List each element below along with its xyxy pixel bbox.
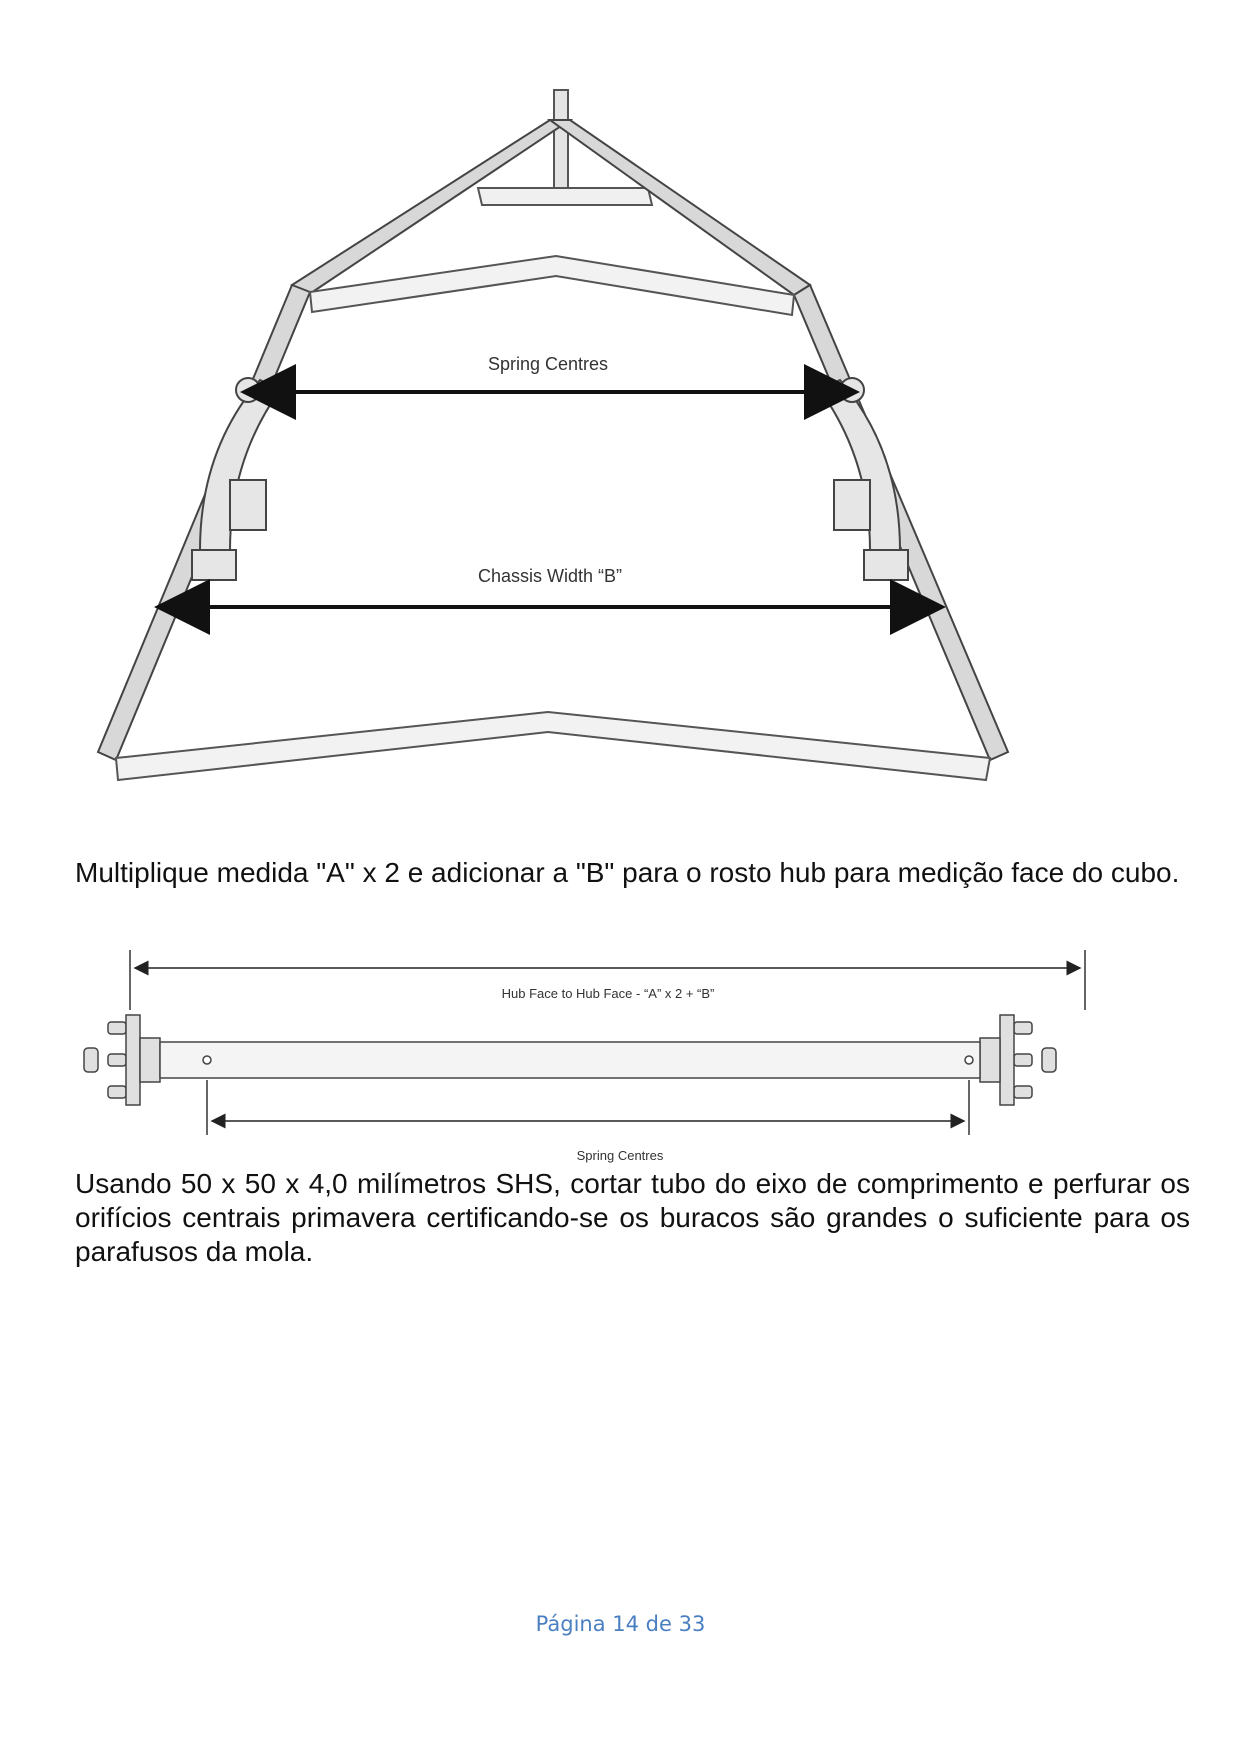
leaf-spring-left [192, 378, 280, 580]
hub-face-label: Hub Face to Hub Face - “A” x 2 + “B” [501, 986, 715, 1001]
hub-right [980, 1015, 1056, 1105]
chassis-width-label: Chassis Width “B” [477, 566, 623, 586]
chassis-frame-diagram [80, 80, 1020, 840]
spring-hole-right [965, 1056, 973, 1064]
leaf-spring-right [820, 378, 908, 580]
axle-tube [160, 1042, 980, 1078]
instruction-paragraph-2: Usando 50 x 50 x 4,0 milímetros SHS, cortar tubo do eixo de comprimento e perfurar os orifícios centrais primavera certificando-se os buracos são grandes o suficiente para os parafusos da mola. [75, 1168, 1190, 1267]
page-footer: Página 14 de 33 [535, 1612, 706, 1636]
drawbar [478, 90, 652, 205]
instruction-paragraph-1: Multiplique medida "A" x 2 e adicionar a "B" para o rosto hub para medição face do cubo. [75, 857, 1180, 888]
spring-hole-left [203, 1056, 211, 1064]
spring-centres-label-axle: Spring Centres [576, 1148, 664, 1163]
hub-left [84, 1015, 160, 1105]
spring-centres-label: Spring Centres [487, 354, 609, 374]
axle-diagram [80, 950, 1160, 1170]
